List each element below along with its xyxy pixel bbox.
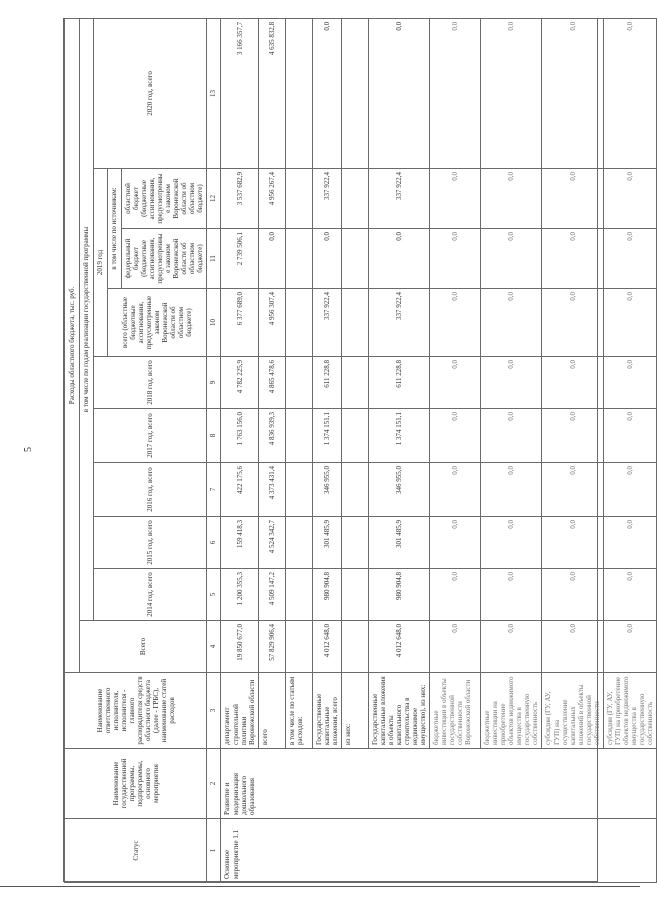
header-regional: областной бюджет (бюджетные ассигнования, предусмотренные законом Воронежской области об областном бюджете) bbox=[122, 169, 207, 229]
column-number: 5 bbox=[207, 569, 221, 621]
value-cell: 4 509 147,2 bbox=[258, 569, 285, 621]
value-cell: 0,0 bbox=[481, 569, 542, 621]
page-bottom-rule bbox=[0, 886, 640, 887]
header-status: Статус bbox=[65, 819, 207, 883]
table-body bbox=[221, 18, 657, 882]
value-cell: 0,0 bbox=[312, 18, 341, 168]
value-cell: 0,0 bbox=[603, 357, 656, 409]
program-name-cell: Развитие и модернизация дошкольного образования bbox=[221, 749, 657, 819]
value-cell: 346 955,0 bbox=[312, 463, 341, 517]
expense-item-label: бюджетные инвестиции на приобретение объектов недвижимого имущества в государственную собственность bbox=[481, 673, 542, 749]
value-cell: 0,0 bbox=[481, 621, 542, 673]
value-cell bbox=[285, 517, 312, 569]
value-cell: 337 922,4 bbox=[312, 289, 341, 357]
value-cell bbox=[285, 357, 312, 409]
value-cell: 4 635 832,8 bbox=[258, 18, 285, 168]
header-2019-total: всего (областные бюджетные ассигнования, предусмотренные законом Воронежской области об областном бюджете) bbox=[108, 289, 207, 357]
value-cell bbox=[341, 409, 368, 463]
value-cell: 301 485,9 bbox=[368, 517, 429, 569]
value-cell: 0,0 bbox=[481, 517, 542, 569]
value-cell bbox=[341, 621, 368, 673]
value-cell bbox=[285, 621, 312, 673]
value-cell: 301 485,9 bbox=[312, 517, 341, 569]
header-2019: 2019 год bbox=[94, 169, 108, 357]
value-cell: 0,0 bbox=[603, 463, 656, 517]
value-cell: 337 922,4 bbox=[368, 289, 429, 357]
value-cell: 337 922,4 bbox=[312, 169, 341, 229]
value-cell bbox=[341, 18, 368, 168]
value-cell: 0,0 bbox=[312, 229, 341, 289]
value-cell: 0,0 bbox=[481, 463, 542, 517]
header-executor: Наименование ответственного исполнителя, исполнителя - главного распорядителя средств областного бюджета (далее - ГРБС), наименование статей расходов bbox=[65, 673, 207, 749]
expense-item-label: в том числе по статьям расходов: bbox=[285, 673, 312, 749]
value-cell: 0,0 bbox=[603, 569, 656, 621]
value-cell: 159 418,3 bbox=[221, 517, 258, 569]
value-cell: 0,0 bbox=[430, 169, 481, 229]
value-cell: 0,0 bbox=[430, 18, 481, 168]
value-cell: 0,0 bbox=[481, 169, 542, 229]
value-cell: 1 763 156,0 bbox=[221, 409, 258, 463]
value-cell bbox=[341, 289, 368, 357]
value-cell: 4 956 267,4 bbox=[258, 169, 285, 229]
header-by-years: в том числе по годам реализации государственной программы bbox=[80, 18, 94, 620]
value-cell bbox=[285, 18, 312, 168]
value-cell bbox=[285, 409, 312, 463]
expense-item-label: субсидии (ГУ, АУ, ГУП) на приобретение объектов недвижимого имущества в государственную собственность bbox=[603, 673, 656, 749]
value-cell: 0,0 bbox=[603, 289, 656, 357]
header-2017: 2017 год, всего bbox=[94, 409, 207, 463]
value-cell: 0,0 bbox=[603, 229, 656, 289]
expense-item-label: бюджетные инвестиции в объекты государственной собственности Воронежской области bbox=[430, 673, 481, 749]
value-cell: 0,0 bbox=[542, 569, 603, 621]
header-total: Всего bbox=[80, 621, 207, 673]
column-number: 6 bbox=[207, 517, 221, 569]
value-cell: 0,0 bbox=[542, 169, 603, 229]
column-number: 10 bbox=[207, 289, 221, 357]
value-cell bbox=[341, 357, 368, 409]
value-cell bbox=[341, 517, 368, 569]
value-cell bbox=[341, 569, 368, 621]
value-cell: 0,0 bbox=[481, 289, 542, 357]
document-sheet bbox=[63, 18, 655, 882]
expense-item-label: субсидии (ГУ, АУ, ГУП) на осуществление капитальных вложений в объекты государственной собственности bbox=[542, 673, 603, 749]
value-cell: 0,0 bbox=[542, 463, 603, 517]
value-cell: 0,0 bbox=[603, 621, 656, 673]
value-cell: 0,0 bbox=[430, 569, 481, 621]
column-number: 13 bbox=[207, 18, 221, 168]
value-cell: 0,0 bbox=[430, 621, 481, 673]
expenses-table bbox=[64, 18, 657, 883]
value-cell: 0,0 bbox=[603, 169, 656, 229]
page-number: 5 bbox=[23, 447, 34, 452]
value-cell: 0,0 bbox=[603, 409, 656, 463]
column-number: 4 bbox=[207, 621, 221, 673]
value-cell: 4 836 939,3 bbox=[258, 409, 285, 463]
value-cell: 4 865 478,6 bbox=[258, 357, 285, 409]
header-2020: 2020 год, всего bbox=[94, 18, 207, 168]
value-cell bbox=[285, 229, 312, 289]
value-cell: 0,0 bbox=[542, 357, 603, 409]
value-cell: 3 537 682,9 bbox=[221, 169, 258, 229]
value-cell: 0,0 bbox=[481, 357, 542, 409]
column-number: 12 bbox=[207, 169, 221, 229]
value-cell: 1 374 151,1 bbox=[312, 409, 341, 463]
rotated-table-wrapper bbox=[64, 19, 655, 883]
value-cell: 0,0 bbox=[542, 289, 603, 357]
value-cell: 980 904,8 bbox=[368, 569, 429, 621]
table-row bbox=[221, 18, 258, 882]
value-cell: 0,0 bbox=[430, 229, 481, 289]
value-cell bbox=[341, 169, 368, 229]
value-cell: 611 228,8 bbox=[312, 357, 341, 409]
value-cell: 0,0 bbox=[542, 229, 603, 289]
value-cell: 0,0 bbox=[258, 229, 285, 289]
value-cell: 0,0 bbox=[481, 409, 542, 463]
value-cell bbox=[285, 289, 312, 357]
value-cell: 4 956 307,4 bbox=[258, 289, 285, 357]
value-cell: 4 782 225,9 bbox=[221, 357, 258, 409]
value-cell bbox=[285, 463, 312, 517]
value-cell: 611 228,8 bbox=[368, 357, 429, 409]
header-program-name: Наименование государственной программы, подпрограммы, основного мероприятия bbox=[65, 749, 207, 819]
header-by-sources: в том числе по источникам: bbox=[108, 169, 122, 289]
value-cell: 0,0 bbox=[430, 517, 481, 569]
value-cell bbox=[341, 463, 368, 517]
value-cell: 0,0 bbox=[430, 409, 481, 463]
value-cell: 0,0 bbox=[368, 18, 429, 168]
value-cell: 4 012 648,0 bbox=[368, 621, 429, 673]
value-cell: 0,0 bbox=[542, 621, 603, 673]
header-expenses-title: Расходы областного бюджета, тыс. руб. bbox=[65, 18, 80, 672]
value-cell: 4 012 648,0 bbox=[312, 621, 341, 673]
column-number: 1 bbox=[207, 819, 221, 883]
value-cell: 0,0 bbox=[368, 229, 429, 289]
value-cell: 0,0 bbox=[430, 289, 481, 357]
value-cell: 337 922,4 bbox=[368, 169, 429, 229]
header-2016: 2016 год, всего bbox=[94, 463, 207, 517]
value-cell: 0,0 bbox=[430, 357, 481, 409]
value-cell: 4 373 431,4 bbox=[258, 463, 285, 517]
value-cell: 0,0 bbox=[430, 463, 481, 517]
header-2018: 2018 год, всего bbox=[94, 357, 207, 409]
header-2015: 2015 год, всего bbox=[94, 517, 207, 569]
value-cell: 6 377 689,0 bbox=[221, 289, 258, 357]
value-cell: 4 524 342,7 bbox=[258, 517, 285, 569]
column-number: 8 bbox=[207, 409, 221, 463]
column-number: 9 bbox=[207, 357, 221, 409]
value-cell: 0,0 bbox=[481, 18, 542, 168]
value-cell bbox=[285, 169, 312, 229]
value-cell: 19 850 677,0 bbox=[221, 621, 258, 673]
column-number: 7 bbox=[207, 463, 221, 517]
status-cell: Основное мероприятие 1.1 bbox=[221, 819, 657, 883]
value-cell: 1 200 355,3 bbox=[221, 569, 258, 621]
value-cell bbox=[341, 229, 368, 289]
value-cell: 346 955,0 bbox=[368, 463, 429, 517]
value-cell: 3 166 357,7 bbox=[221, 18, 258, 168]
column-number: 3 bbox=[207, 673, 221, 749]
value-cell: 1 374 151,1 bbox=[368, 409, 429, 463]
value-cell: 0,0 bbox=[603, 18, 656, 168]
expense-item-label: Государственные капитальные вложения в объекты капитального строительства в недвижимое имущество), из них: bbox=[368, 673, 429, 749]
expense-item-label: всего bbox=[258, 673, 285, 749]
value-cell: 422 175,6 bbox=[221, 463, 258, 517]
value-cell: 0,0 bbox=[603, 517, 656, 569]
expense-item-label: Государственные капитальные вложения, всего bbox=[312, 673, 341, 749]
value-cell: 0,0 bbox=[542, 517, 603, 569]
expense-item-label: из них: bbox=[341, 673, 368, 749]
column-number: 2 bbox=[207, 749, 221, 819]
value-cell: 0,0 bbox=[542, 409, 603, 463]
value-cell: 980 904,8 bbox=[312, 569, 341, 621]
header-2014: 2014 год, всего bbox=[94, 569, 207, 621]
value-cell: 2 739 506,1 bbox=[221, 229, 258, 289]
header-federal: федеральный бюджет (бюджетные ассигнования, предусмотренные законом Воронежской области об областном бюджете) bbox=[122, 229, 207, 289]
value-cell bbox=[285, 569, 312, 621]
value-cell: 57 829 906,4 bbox=[258, 621, 285, 673]
expense-item-label: департамент строительной политики Воронежской области bbox=[221, 673, 258, 749]
column-numbers-row bbox=[207, 18, 221, 882]
header-row-1 bbox=[65, 18, 80, 882]
value-cell: 0,0 bbox=[542, 18, 603, 168]
column-number: 11 bbox=[207, 229, 221, 289]
value-cell: 0,0 bbox=[481, 229, 542, 289]
